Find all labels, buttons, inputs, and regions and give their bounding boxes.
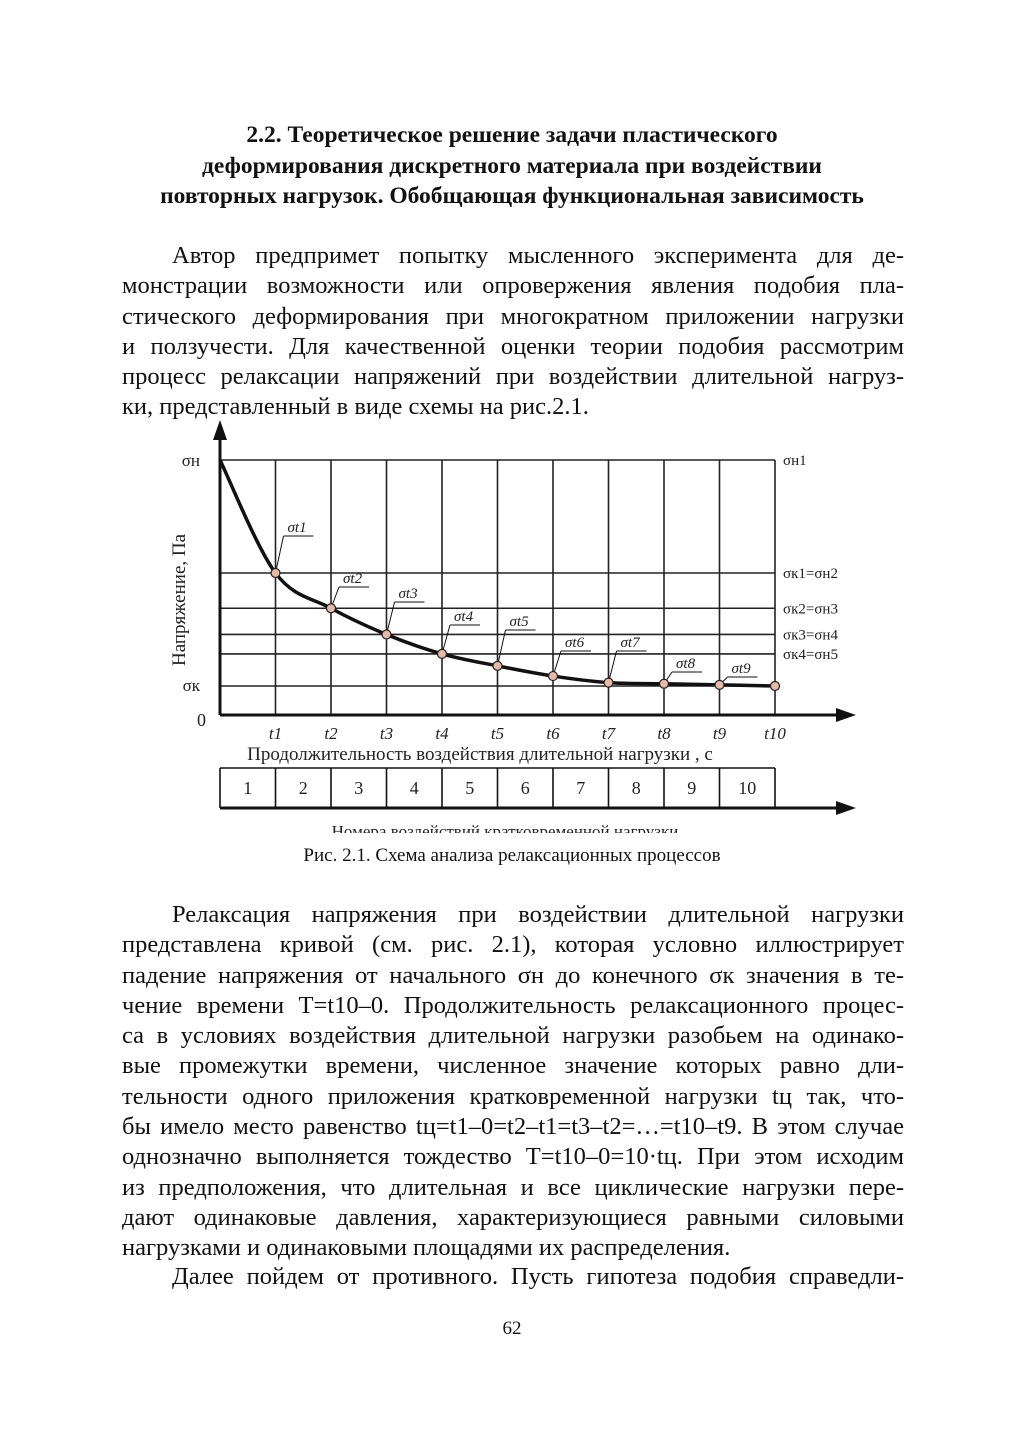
text-line: процесс релаксации напряжений при воздействии длительной нагруз-	[122, 363, 904, 391]
t-tick-label: t7	[601, 724, 616, 743]
page-number: 62	[502, 1318, 522, 1339]
t-tick-label: t10	[764, 724, 786, 743]
right-label: σн1	[783, 453, 807, 469]
right-label: σк4=σн5	[783, 646, 838, 663]
curve-point	[438, 649, 447, 658]
t-tick-label: t2	[324, 724, 338, 743]
relaxation-chart	[150, 418, 890, 833]
paragraph-relaxation	[122, 900, 904, 1264]
text-line: падение напряжения от начального σн до конечного σк значения в те-	[122, 961, 904, 989]
impact-number: 6	[520, 778, 530, 798]
right-label: σк2=σн3	[783, 601, 838, 618]
t-tick-label: t9	[712, 724, 727, 743]
text-line: из предположения, что длительная и все циклические нагрузки пере-	[122, 1173, 904, 1201]
figure-caption: Рис. 2.1. Схема анализа релаксационных процессов	[303, 845, 721, 866]
heading-line: 2.2. Теоретическое решение задачи пластического	[246, 122, 778, 148]
curve-point	[382, 630, 391, 639]
point-label: σt2	[343, 571, 363, 587]
figure-relaxation-scheme	[150, 418, 890, 833]
text-line: нагрузками и одинаковыми площадями их распределения.	[122, 1234, 731, 1262]
text-line: и ползучести. Для качественной оценки теории подобия рассмотрим	[122, 332, 904, 360]
text-line: монстрации возможности или опровержения явления подобия пла-	[122, 272, 904, 300]
text-line: ки, представленный в виде схемы на рис.2.1.	[122, 393, 589, 421]
curve-point	[604, 678, 613, 687]
x-axis-arrow	[836, 708, 856, 722]
t-tick-label: t1	[268, 724, 283, 743]
t-tick-label: t5	[490, 724, 505, 743]
point-leader	[498, 630, 506, 666]
impact-number: 5	[465, 778, 475, 798]
origin-label: 0	[197, 710, 206, 730]
impact-number: 2	[298, 778, 308, 798]
text-line: Автор предпримет попытку мысленного эксперимента для де-	[172, 242, 904, 269]
impact-number: 8	[631, 778, 641, 798]
curve-point	[493, 661, 502, 670]
point-label: σt9	[731, 661, 751, 677]
t-tick-label: t6	[546, 724, 560, 743]
point-label: σt1	[287, 520, 307, 536]
x-axis-label: Продолжительность воздействия длительной нагрузки , с	[247, 744, 713, 765]
paragraph-intro	[122, 241, 904, 423]
right-label: σк1=σн2	[783, 566, 838, 582]
y-axis-arrow	[213, 420, 227, 440]
heading-line: деформирования дискретного материала при воздействии	[202, 152, 822, 179]
curve-point	[549, 672, 558, 681]
text-line: са в условиях воздействия длительной нагрузки разобьем на одинако-	[122, 1022, 904, 1050]
point-label: σt7	[620, 635, 640, 651]
curve-point	[660, 679, 669, 688]
text-line: стического деформирования при многократном приложении нагрузки	[122, 302, 904, 330]
y-bottom-label: σк	[182, 676, 200, 695]
impact-number: 9	[687, 778, 697, 798]
text-line: представлена кривой (см. рис. 2.1), которая условно иллюстрирует	[122, 931, 904, 959]
text-line: чение времени T=t10–0. Продолжительность релаксационного процес-	[122, 991, 904, 1019]
t-tick-label: t4	[435, 724, 449, 743]
impact-number: 3	[354, 778, 364, 798]
chart-grid	[220, 460, 775, 715]
point-label: σt4	[454, 609, 474, 625]
point-label: σt3	[398, 586, 418, 602]
text-line: однозначно выполняется тождество T=t10–0=10·tц. При этом исходим	[122, 1143, 904, 1171]
text-line: вые промежутки времени, численное значение которых равно дли-	[122, 1052, 904, 1080]
text-line: Релаксация напряжения при воздействии длительной нагрузки	[172, 901, 904, 928]
y-axis-label: Напряжение, Па	[169, 533, 190, 667]
impact-number: 7	[576, 778, 586, 798]
curve-point	[715, 680, 724, 689]
impact-number: 10	[738, 778, 757, 798]
point-label: σt5	[509, 614, 529, 630]
point-label: σt6	[565, 635, 585, 651]
impact-number: 4	[409, 778, 419, 798]
right-label: σк3=σн4	[783, 627, 838, 644]
curve-point	[327, 604, 336, 613]
curve-point	[271, 569, 280, 578]
t-tick-label: t8	[657, 724, 671, 743]
text-line: бы имело место равенство tц=t1–0=t2–t1=t3–t2=…=t10–t9. В этом случае	[122, 1113, 904, 1141]
impact-axis-label: Номера воздействий кратковременной нагрузки	[331, 822, 679, 833]
t-tick-label: t3	[379, 724, 394, 743]
curve-point	[771, 682, 780, 691]
impact-axis-arrow	[836, 801, 856, 815]
text-line: Далее пойдем от противного. Пусть гипотеза подобия справедли-	[172, 1263, 904, 1290]
point-leader	[276, 536, 284, 573]
text-line: тельности одного приложения кратковременной нагрузки tц так, что-	[122, 1082, 904, 1110]
section-heading	[110, 120, 914, 212]
paragraph-continuation	[122, 1262, 904, 1292]
chart-labels	[169, 451, 838, 833]
y-top-label: σн	[181, 451, 200, 470]
text-line: дают одинаковые давления, характеризующиеся равными силовыми	[122, 1203, 904, 1231]
heading-line: повторных нагрузок. Обобщающая функциональная зависимость	[160, 183, 864, 209]
point-label: σt8	[676, 656, 696, 672]
impact-number: 1	[243, 778, 253, 798]
